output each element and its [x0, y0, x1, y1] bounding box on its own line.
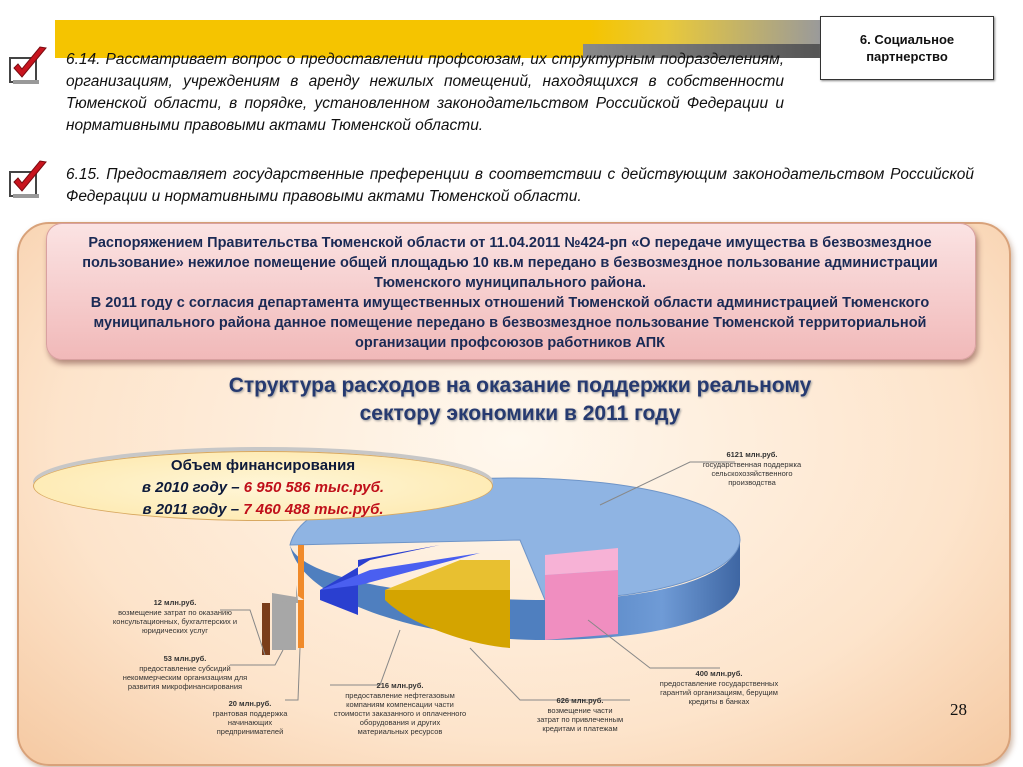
leader-line [470, 648, 630, 700]
slice-desc-label: производства [728, 478, 776, 487]
slice-desc-label: стоимости заказанного и оплаченного [333, 709, 467, 718]
info-line-2: В 2011 году с согласия департамента имущественных отношений Тюменской области администрацией Тюменского муниципального района данное помещение передано в безвозмездное пользование Тюменской территориальной организации профсоюзов работников АПК [90, 295, 930, 351]
slice-desc-label: предпринимателей [216, 727, 284, 736]
slice-desc-label: начинающих [227, 718, 273, 727]
slice-desc-label: некоммерческим организациям для [122, 673, 248, 682]
slice-desc-label: развития микрофинансирования [127, 682, 243, 691]
slice-desc-label: предоставление нефтегазовым [345, 691, 455, 700]
slice-value-label: 626 млн.руб. [556, 696, 604, 705]
funding-text [58, 455, 468, 521]
pie-slice-grants [298, 545, 304, 600]
slice-desc-label: кредиты в банках [688, 697, 750, 706]
slice-desc-label: предоставление государственных [659, 679, 779, 688]
slice-desc-label: компаниям компенсации части [346, 700, 454, 709]
pie-slice-microfinance-body [272, 600, 296, 650]
slice-value-label: 12 млн.руб. [153, 598, 197, 607]
pie-slice-consulting [262, 603, 270, 655]
funding-row-2010 [58, 477, 468, 499]
slice-desc-label: государственная поддержка [702, 460, 802, 469]
slice-desc-label: возмещение затрат по оказанию [118, 608, 232, 617]
chart-title: Структура расходов на оказание поддержки реальному сектору экономики в 2011 году [228, 374, 812, 425]
paragraph-6-14: 6.14. Рассматривает вопрос о предоставлении профсоюзам, их структурным подразделениям, организациям, учреждениям в аренду нежилых помещений, находящихся в собственности Тюменской области, в порядке, установленном законодательством Российской Федерации и нормативными правовыми актами Тюменской области. [66, 51, 784, 134]
slice-desc-label: предоставление субсидий [139, 664, 231, 673]
leader-line [330, 630, 400, 685]
funding-row-2011 [58, 499, 468, 521]
info-line-1: Распоряжением Правительства Тюменской области от 11.04.2011 №424-рп «О передаче имущества в безвозмездное пользование» нежилое помещение общей площадью 10 кв.м передано в безвозмездное пользование администрации Тюменского муниципального района. [82, 235, 938, 291]
slice-value-label: 20 млн.руб. [228, 699, 272, 708]
funding-year-2010: в 2010 году [141, 479, 228, 496]
funding-value-2010: 6 950 586 тыс.руб. [243, 479, 385, 496]
leader-line [230, 650, 283, 665]
funding-title: Объем финансирования [170, 457, 356, 474]
slice-desc-label: юридических услуг [142, 626, 208, 635]
paragraph-6-15: 6.15. Предоставляет государственные преференции в соответствии с действующим законодательством Российской Федерации и нормативными правовыми актами Тюменской области. [66, 166, 974, 205]
slice-desc-label: грантовая поддержка [212, 709, 288, 718]
funding-dash: – [230, 501, 240, 518]
slice-value-label: 53 млн.руб. [163, 654, 207, 663]
funding-value-2011: 7 460 488 тыс.руб. [243, 501, 384, 518]
slice-desc-label: затрат по привлеченным [536, 715, 624, 724]
slice-value-label: 6121 млн.руб. [726, 450, 778, 459]
pie-slice-guarantees [545, 570, 618, 640]
slice-value-label: 216 млн.руб. [376, 681, 424, 690]
funding-year-2011: в 2011 году [142, 501, 227, 518]
slice-value-label: 400 млн.руб. [695, 669, 743, 678]
leader-line [285, 648, 300, 700]
slice-desc-label: возмещение части [547, 706, 613, 715]
funding-dash: – [231, 479, 240, 496]
slice-desc-label: гарантий организациям, берущим [660, 688, 778, 697]
page-number: 28 [950, 700, 967, 719]
slice-desc-label: кредитам и платежам [542, 724, 618, 733]
pie-slice-grants-body [298, 600, 304, 648]
slice-desc-label: консультационных, бухгалтерских и [112, 617, 238, 626]
slice-desc-label: материальных ресурсов [357, 727, 443, 736]
slice-desc-label: сельскохозяйственного [711, 469, 793, 478]
slice-desc-label: оборудования и других [359, 718, 441, 727]
section-label: 6. Социальное партнерство [820, 16, 994, 80]
pie-slice-credit-compensation-top [385, 560, 510, 590]
